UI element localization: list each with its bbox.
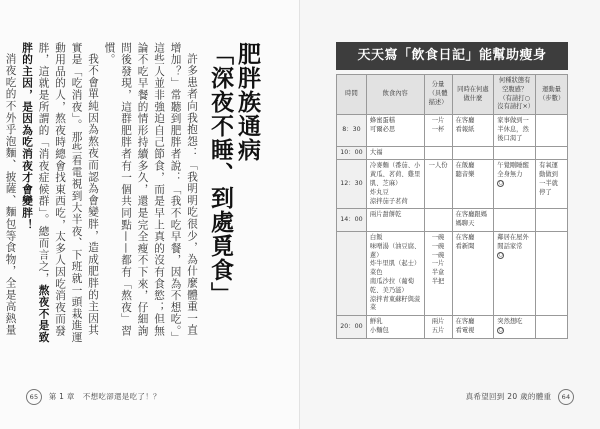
cell-activity-line: 看報紙	[455, 125, 475, 133]
heading-line-2: 「深夜不睡、到處覓食」	[207, 42, 233, 306]
table-row	[337, 160, 568, 209]
cell-activity-line: 在飯廳	[455, 162, 475, 170]
cell-activity	[452, 115, 494, 146]
cell-exercise	[536, 146, 568, 160]
cell-qty-line: 一片	[431, 260, 445, 268]
cell-food	[366, 316, 424, 339]
cell-activity	[452, 146, 494, 160]
cell-hunger	[494, 146, 536, 160]
cell-activity	[452, 231, 494, 315]
cell-food-line: 涼拌青東蘇籽與菠菜	[369, 295, 421, 312]
cell-qty-line: 一杯	[431, 125, 445, 133]
cell-time: 12：30	[337, 160, 367, 209]
cell-qty	[424, 231, 452, 315]
cell-qty-line: 一碗	[431, 251, 445, 259]
header-hunger: 何種狀態有空腹感？（有請打○沒有請打×）	[494, 75, 536, 115]
cell-qty-line: 兩片	[431, 318, 445, 326]
table-row	[337, 231, 568, 315]
cell-time	[337, 231, 367, 315]
header-time: 時間	[337, 75, 367, 115]
left-footer	[22, 389, 161, 405]
page-number: 64	[558, 389, 574, 405]
cell-activity	[452, 209, 494, 232]
cell-food-line: 南瓜沙拉（葡萄乾、美乃滋）	[369, 277, 414, 294]
paragraph-2-text: 我不會單純因為熬夜而認為會變胖，造成肥胖的主因其實是「吃消夜」。那些看電視到大半夜、下班就一頭栽進運動用品的人，熬夜時總會找東西吃，太多人因吃消夜而發胖，這就是所謂的「消夜症候群」。總而言之，	[37, 42, 99, 344]
cell-food	[366, 231, 424, 315]
cell-qty	[424, 209, 452, 232]
cell-hunger	[494, 209, 536, 232]
cell-hunger-line: 家事做到一半休息，然後口渴了	[497, 117, 529, 142]
paragraph-2	[19, 42, 102, 347]
cell-hunger-line: 午覺剛睡醒全身無力	[497, 162, 529, 179]
banner-title: 天天寫「飲食日記」能幫助瘦身	[336, 42, 568, 70]
cell-exercise	[536, 115, 568, 146]
cell-activity-line: 在客廳	[455, 233, 475, 241]
page-number: 65	[26, 389, 42, 405]
cell-qty-line: 一碗	[431, 242, 445, 250]
cell-exercise	[536, 209, 568, 232]
hunger-mark: ○	[498, 179, 503, 186]
cell-qty-line: 一人份	[428, 162, 448, 170]
cell-food	[366, 146, 424, 160]
cell-food	[366, 115, 424, 146]
cell-exercise	[536, 316, 568, 339]
table-row	[337, 115, 568, 146]
hunger-mark: ○	[498, 251, 503, 258]
chapter-label: 第 1 章	[48, 392, 75, 401]
cell-qty-line: 五片	[431, 326, 445, 334]
cell-food-line: 冷麥麵（番茄、小黃瓜、茗荷、雞里肌、芝麻）	[369, 162, 421, 187]
cell-time: 20：00	[337, 316, 367, 339]
right-footer	[466, 389, 578, 405]
cell-food-line: 炸丸豆	[369, 188, 389, 196]
cell-hunger	[494, 115, 536, 146]
cell-activity-line: 在客廳	[455, 318, 475, 326]
cell-activity	[452, 160, 494, 209]
cell-food-line: 味噌湯（油豆腐、蔥）	[369, 242, 421, 259]
cell-hunger	[494, 160, 536, 209]
cell-food-line: 鮮乳	[369, 318, 383, 326]
cell-activity-line: 在客廳	[455, 117, 475, 125]
cell-qty-line: 半把	[431, 277, 445, 285]
hunger-mark: ○	[498, 326, 503, 333]
cell-food-line: 小麵包	[369, 326, 389, 334]
cell-qty	[424, 115, 452, 146]
cell-food-line: 炸牛里肌（起士）	[369, 260, 421, 268]
cell-exercise-line: 有氧運動做到一半就停了	[539, 162, 558, 196]
paragraph-1: 許多患者向我抱怨：「我明明吃很少，為什麼體重一直增加？」常聽到肥胖者說：「我不吃早餐，因為不想吃。」這些人並非強迫自己節食，而是早上真的沒有食慾；但無論不吃早餐的情形持續多久，還是完全瘦不下來，仔細詢問後發現，這群肥胖者有一個共同點——都有「熬夜」習慣。	[103, 42, 198, 344]
body-text	[4, 42, 200, 347]
cell-food-line: 白飯	[369, 233, 383, 241]
cell-food-line: 菜色	[369, 269, 383, 277]
header-activity: 同時在何處做什麼	[452, 75, 494, 115]
cell-exercise	[536, 231, 568, 315]
right-page	[300, 0, 600, 429]
header-qty: 分量（具體描述）	[424, 75, 452, 115]
cell-food-line: 蜂蜜蛋糕	[369, 117, 396, 125]
table-row	[337, 146, 568, 160]
header-food: 飲食內容	[366, 75, 424, 115]
cell-time: 8：30	[337, 115, 367, 146]
cell-qty	[424, 146, 452, 160]
heading-line-1: 肥胖族通病	[234, 42, 260, 162]
table-body	[337, 115, 568, 339]
cell-qty	[424, 316, 452, 339]
cell-activity-line: 看電視	[455, 326, 475, 334]
cell-exercise	[536, 160, 568, 209]
cell-time: 10：00	[337, 146, 367, 160]
cell-hunger	[494, 231, 536, 315]
chapter-title: 不想吃卻還是吃了！？	[82, 392, 161, 401]
cell-qty	[424, 160, 452, 209]
cell-food-line: 大福	[369, 148, 383, 156]
cell-hunger-line: 鄰居在屋外閒話家常	[497, 233, 529, 250]
cell-food	[366, 209, 424, 232]
emphasis-text: 熬夜不是致胖的主因，是因為吃消夜才會變胖！	[21, 42, 50, 344]
header-exercise: 運動量（步數）	[536, 75, 568, 115]
cell-food-line: 兩片甜餅乾	[369, 211, 402, 219]
cell-hunger	[494, 316, 536, 339]
cell-food-line: 可爾必思	[369, 125, 396, 133]
cell-food-line: 涼拌茄子茗荷	[369, 197, 408, 205]
cell-activity-line: 看新聞	[455, 242, 475, 250]
cell-qty-line: 一碗	[431, 233, 445, 241]
cell-food	[366, 160, 424, 209]
cell-qty-line: 半盒	[431, 269, 445, 277]
table-row	[337, 316, 568, 339]
cell-time: 14：00	[337, 209, 367, 232]
paragraph-3: 消夜吃的不外乎泡麵、披薩、麵包等食物，全是高熱量	[4, 52, 17, 336]
table-row	[337, 209, 568, 232]
cell-activity-line: 在客廳跟媽媽聊天	[455, 211, 487, 228]
footer-title: 真希望回到 20 歲的體重	[465, 392, 552, 401]
cell-hunger-line: 突然想吃	[497, 318, 523, 326]
cell-qty-line: 一片	[431, 117, 445, 125]
food-diary-table	[336, 74, 568, 339]
section-heading	[207, 42, 260, 342]
table-header-row	[337, 75, 568, 115]
cell-activity-line: 聽音樂	[455, 171, 475, 179]
cell-activity	[452, 316, 494, 339]
